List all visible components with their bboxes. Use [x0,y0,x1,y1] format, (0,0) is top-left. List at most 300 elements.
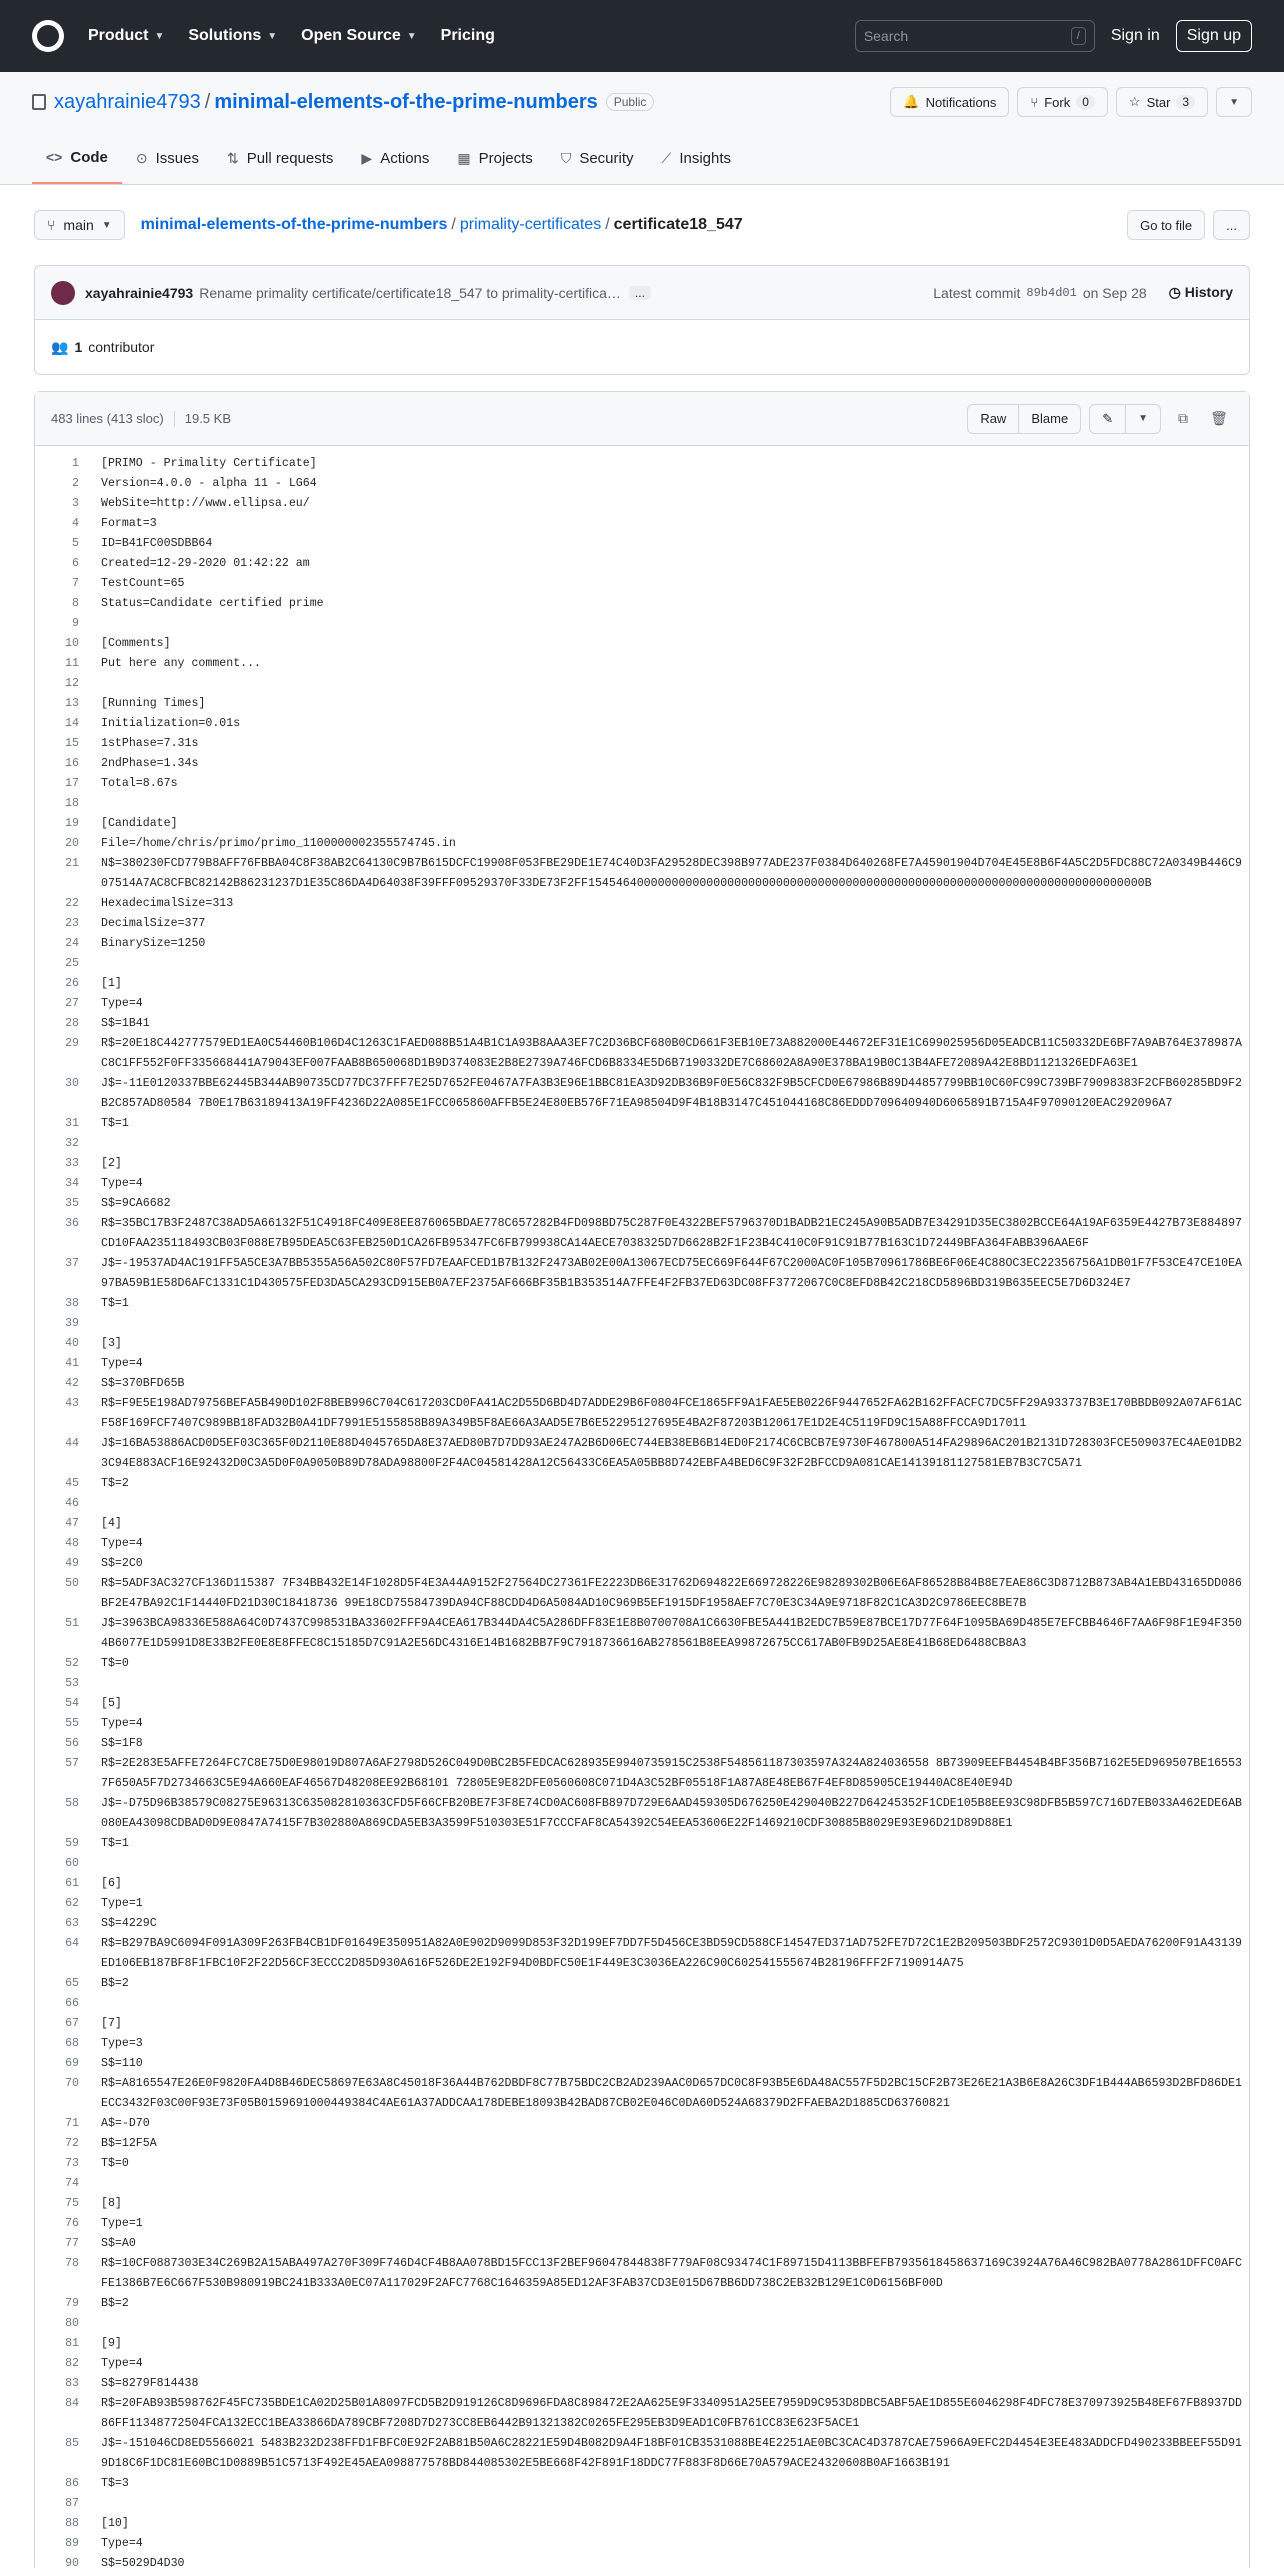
line-text: R$=20FAB93B598762F45FC735BDE1CA02D25B01A8097FCD5B2D919126C8D9696FDA8C898472E2AA625E9F3340951A25EE7959D9C953D8DBC5ABF5AE1D855E6046298F4DFC78E370973925B48EF67FB8937DD86FF11348772504FCA132ECC1BEA33866DA789CBF7208D7D273CC8EB6442B91321382C0265FE295EB3D9EAD1C0FB761CC83E623F5ACE1 [101,2397,1243,2430]
line-number[interactable]: 29 [65,1037,79,1050]
code-line [35,2354,1249,2374]
code-line [35,1914,1249,1934]
line-number[interactable]: 55 [65,1717,79,1730]
line-text: J$=-151046CD8ED5566021 5483B232D238FFD1FBFC0E92F2AB81B50A6C28221E59D4B082D9A4F18BF01CB3531088BE4E2251AE0BC3CAC4D3787CAE75966A9EFC2D4454E3EE483ADDCFD490233BBEEF55D919D18C6F1DC81E60BC1D0889B51C5713F492E45AEA098877578BD844085302E5BE668F42F891F18DDC77F883F8D66E70A579ACE24320608B0AF1663B191 [101,2437,1243,2470]
line-number[interactable]: 83 [65,2377,79,2390]
code-line [35,2254,1249,2294]
contributors-label: contributor [88,339,155,355]
chevron-down-icon: ▼ [267,30,278,42]
commit-author-link[interactable]: xayahrainie4793 [85,284,194,301]
line-number[interactable]: 41 [65,1357,79,1370]
line-text: T$=0 [101,1657,129,1670]
line-text: S$=8279F814438 [101,2377,199,2390]
line-number[interactable]: 85 [65,2437,79,2450]
branch-icon: ⑂ [47,217,56,233]
code-line [35,1754,1249,1794]
code-line [35,1074,1249,1114]
line-number[interactable]: 72 [65,2137,79,2150]
line-text: S$=370BFD65B [101,1377,185,1390]
sign-up-button[interactable]: Sign up [1176,20,1252,52]
tab-insights-label: Insights [679,149,732,167]
line-text: WebSite=http://www.ellipsa.eu/ [101,497,310,510]
code-line [35,934,1249,954]
code-line [35,1314,1249,1334]
line-text: T$=0 [101,2157,129,2170]
line-number[interactable]: 7 [72,577,79,590]
nav-pricing[interactable] [441,27,495,45]
code-line [35,2154,1249,2174]
code-line [35,2294,1249,2314]
line-number[interactable]: 69 [65,2057,79,2070]
tab-code-label: Code [70,148,108,166]
line-text: Status=Candidate certified prime [101,597,324,610]
repo-icon [32,94,46,110]
line-number[interactable]: 78 [65,2257,79,2270]
raw-button[interactable]: Raw [967,404,1019,434]
line-number[interactable]: 11 [65,657,79,670]
code-line [35,2374,1249,2394]
line-number[interactable]: 68 [65,2037,79,2050]
line-text: T$=1 [101,1297,129,1310]
commit-message-link[interactable]: Rename primality certificate/certificate18_547 to primality-certifica… [199,284,621,301]
line-number[interactable]: 14 [65,717,79,730]
code-line [35,1654,1249,1674]
line-number[interactable]: 15 [65,737,79,750]
line-text: [6] [101,1877,122,1890]
line-number[interactable]: 90 [65,2557,79,2568]
code-line [35,1514,1249,1534]
code-line [35,774,1249,794]
search-input[interactable] [855,20,1095,52]
code-line [35,1354,1249,1374]
blame-button[interactable]: Blame [1019,404,1081,434]
line-number[interactable]: 30 [65,1077,79,1090]
code-line [35,2134,1249,2154]
top-navbar [0,0,1284,72]
line-text: Put here any comment... [101,657,262,670]
code-line [35,574,1249,594]
line-text: T$=1 [101,1117,129,1130]
repo-name-link[interactable]: minimal-elements-of-the-prime-numbers [214,90,598,113]
code-line [35,2174,1249,2194]
line-number[interactable]: 57 [65,1757,79,1770]
trash-icon: 🗑 [1210,410,1228,426]
line-number[interactable]: 32 [65,1137,79,1150]
code-line [35,2494,1249,2514]
line-number[interactable]: 54 [65,1697,79,1710]
code-line [35,794,1249,814]
line-number[interactable]: 3 [72,497,79,510]
line-number[interactable]: 18 [65,797,79,810]
line-number[interactable]: 23 [65,917,79,930]
line-text: R$=B297BA9C6094F091A309F263FB4CB1DF01649E350951A82A0E902D9099D853F32D199EF7DD7F5D456CE3BD59CD588CF14547ED371AD752FE7D72C1E2B209503BDF2572C9301D0D5AEDA76200F91A43139ED106EB187BF8F1FBC10F2F22D56CF3ECCC2D85D930A616F526DE2E192F94D0BDFC50E1F449E3C3036EA226C90C602541555674B28196FFF2F7190914A75 [101,1937,1243,1970]
code-line [35,954,1249,974]
code-line [35,1794,1249,1834]
line-number[interactable]: 17 [65,777,79,790]
nav-open-source[interactable] [301,27,416,45]
line-number[interactable]: 81 [65,2337,79,2350]
line-number[interactable]: 67 [65,2017,79,2030]
line-number[interactable]: 16 [65,757,79,770]
line-text: [3] [101,1337,122,1350]
people-icon: 👥 [51,338,69,355]
star-label: Star [1146,94,1171,110]
sign-in-link[interactable]: Sign in [1110,27,1160,44]
breadcrumb-separator: / [451,216,456,233]
line-number[interactable]: 70 [65,2077,79,2090]
line-text: T$=3 [101,2477,129,2490]
line-text [93,2174,1243,2194]
line-number[interactable]: 58 [65,1797,79,1810]
chevron-down-icon: ▼ [154,30,165,42]
line-number[interactable]: 12 [65,677,79,690]
breadcrumb-file-name: certificate18_547 [613,216,743,233]
line-text: S$=1F8 [101,1737,143,1750]
tab-projects[interactable] [443,132,546,184]
breadcrumb-repo-link[interactable]: minimal-elements-of-the-prime-numbers [140,216,448,233]
line-number[interactable]: 28 [65,1017,79,1030]
line-number[interactable]: 65 [65,1977,79,1990]
search-placeholder: Search [863,28,909,44]
line-text: HexadecimalSize=313 [101,897,234,910]
star-count: 3 [1176,95,1195,109]
copy-icon: ⧉ [1178,410,1188,426]
code-line [35,1254,1249,1294]
code-line [35,854,1249,894]
line-text: Type=4 [101,2537,143,2550]
line-text: S$=9CA6682 [101,1197,171,1210]
line-text: J$=3963BCA98336E588A64C0D7437C998531BA33602FFF9A4CEA617B344DA4C5A286DFF83E1E8B0700708A1C6630FBE5A441B2EDC7B59E87BCE17D77F64F1095BA69D485E7EFCBB4646F7AA6F98F1E94F3504B6077E1D5991D8E33B2FE0E8E8FFEC8C15185D7C91A2E56DC4316E14B1682BB7F9C7918736616AB278561B8EEA99872675CC617AB0FB9D25AE8E41B68ED6488CB8A3 [101,1617,1243,1650]
line-number[interactable]: 71 [65,2117,79,2130]
line-number[interactable]: 45 [65,1477,79,1490]
history-link[interactable] [1169,284,1233,301]
code-line [35,634,1249,654]
code-line [35,1494,1249,1514]
line-text: [2] [101,1157,122,1170]
line-number[interactable]: 36 [65,1217,79,1230]
code-line [35,2514,1249,2534]
line-number[interactable]: 79 [65,2297,79,2310]
code-line [35,454,1249,474]
line-number[interactable]: 1 [72,457,79,470]
line-text: Type=1 [101,2217,143,2230]
table-icon: ▦ [457,149,471,166]
line-text: R$=20E18C442777579ED1EA0C54460B106D4C1263C1FAED088B51A4B1C1A93B8AAA3EF7C2D36BCF680B0CD661F3EB10E73A882000E44672EF31E1C699025956D05EADCB11C50332DE6BF7A9AB764E378987AC8C1FF552F0FF335668441A79043EF007FAAB8B650068D1B9D374083E2B8E2739A746FCD6B8334E5D6B7190332DE7C68602A8A90E378BA19B0C13B4AFE72089A42E8BD1121326EDFA63E1 [101,1037,1243,1070]
code-line [35,1874,1249,1894]
line-text: R$=F9E5E198AD79756BEFA5B490D102F8BEB996C704C617203CD0FA41AC2D55D6BD4D7ADDE29B6F0804FCE1865FF9A1FAE5EB0226F9447652FA62B162FFACFC7DC5FF29A933737B3E170BBDB092A07AF61ACF58F169FCF7407C989BB18FAD32B0A41DF7991E5155858B89A349B5F8AE66A3AAD5E7B6E52295127695E4BA2F87203B120617E1D2E4C5119FD9C15A88FFCCA9D17011 [101,1397,1243,1430]
fork-icon: ⑂ [1030,94,1039,110]
tab-code[interactable] [32,132,122,184]
code-line [35,654,1249,674]
line-text: S$=A0 [101,2237,136,2250]
line-number[interactable]: 43 [65,1397,79,1410]
line-number[interactable]: 31 [65,1117,79,1130]
line-text: DecimalSize=377 [101,917,206,930]
line-number[interactable]: 89 [65,2537,79,2550]
line-number[interactable]: 22 [65,897,79,910]
edit-file-button[interactable] [1089,404,1126,434]
line-text: Type=4 [101,2357,143,2370]
avatar[interactable] [51,281,75,305]
code-line [35,2554,1249,2568]
code-line [35,2234,1249,2254]
line-number[interactable]: 50 [65,1577,79,1590]
repo-path-separator: / [204,90,211,113]
line-number[interactable]: 82 [65,2357,79,2370]
line-text [93,794,1243,814]
line-number[interactable]: 73 [65,2157,79,2170]
tab-issues-label: Issues [155,149,199,167]
delete-file-button[interactable] [1205,405,1233,433]
line-number[interactable]: 20 [65,837,79,850]
latest-commit-label: Latest commit [933,284,1021,301]
line-text: Type=4 [101,1537,143,1550]
code-line [35,1394,1249,1434]
commit-sha-link[interactable]: 89b4d01 [1026,285,1077,300]
code-line [35,1554,1249,1574]
line-number[interactable]: 24 [65,937,79,950]
line-number[interactable]: 74 [65,2177,79,2190]
line-number[interactable]: 21 [65,857,79,870]
tab-projects-label: Projects [478,149,533,167]
line-text [93,954,1243,974]
chevron-down-icon: ▼ [1138,413,1148,424]
code-line [35,2054,1249,2074]
line-text: R$=35BC17B3F2487C38AD5A66132F51C4918FC409E8EE876065BDAE778C657282B4FD098BD75C287F0E4322BEF5796370D1BADB21EC245A90B5ADB7E34291D35EC3802BCCE64A19AF6359E4427B73E884897CD10FAA235118493CB03F088E7B95DEA5C63FEB250D1CA26FB95347FC6FB799938CA14AECE7038325D7D6628B2F1F23B4C410C0F91C91B77B163C1D72449BFA364FABB396AAE6F [101,1217,1243,1250]
code-line [35,714,1249,734]
line-text: R$=A8165547E26E0F9820FA4D8B46DEC58697E63A8C45018F36A44B762DBDF8C77B75BDC2CB2AD239AAC0D657DC0C8F93B5E6DA48AC557F5D2BC15CF2B73E26E21A3B6E8A26C3DF1B444AB6593D2BFD86DE1ECC3432F03C00F93E73F05B0159691000449384C4AE61A37ADDCAA178DEBE18093B42BAD87CB02E046C0DA60D524A68379D2FFAEBA2D1885CD63760821 [101,2077,1243,2110]
line-text: [Running Times] [101,697,206,710]
line-number[interactable]: 13 [65,697,79,710]
code-line [35,1014,1249,1034]
line-text: Type=4 [101,997,143,1010]
line-text: B$=12F5A [101,2137,157,2150]
tab-security[interactable] [547,132,648,184]
line-number[interactable]: 46 [65,1497,79,1510]
line-number[interactable]: 86 [65,2477,79,2490]
line-text: [Candidate] [101,817,178,830]
line-number[interactable]: 6 [72,557,79,570]
code-line [35,1134,1249,1154]
line-number[interactable]: 38 [65,1297,79,1310]
nav-open-source-label: Open Source [301,27,401,44]
fork-button[interactable] [1017,87,1108,117]
shield-icon: ⛉ [560,149,572,166]
contributors-count: 1 [74,339,83,355]
line-number[interactable]: 39 [65,1317,79,1330]
fork-count: 0 [1076,95,1095,109]
line-number[interactable]: 52 [65,1657,79,1670]
line-number[interactable]: 8 [72,597,79,610]
code-line [35,2194,1249,2214]
line-text: ID=B41FC00SDBB64 [101,537,213,550]
tab-actions[interactable] [347,132,443,184]
line-number[interactable]: 76 [65,2217,79,2230]
tab-issues[interactable] [122,132,213,184]
repo-owner-link[interactable]: xayahrainie4793 [54,90,201,113]
edit-dropdown-button[interactable] [1126,404,1161,434]
chevron-down-icon: ▼ [406,30,417,42]
line-number[interactable]: 64 [65,1937,79,1950]
more-options-button[interactable]: ... [1213,210,1250,240]
code-line [35,1034,1249,1074]
fork-label: Fork [1044,94,1071,110]
tab-insights[interactable] [648,132,746,184]
line-text [93,2314,1243,2334]
code-icon: <> [46,149,63,165]
line-text [93,614,1243,634]
nav-product[interactable] [88,27,164,45]
line-number[interactable]: 33 [65,1157,79,1170]
code-line [35,994,1249,1014]
line-text: T$=2 [101,1477,129,1490]
line-text: S$=1B41 [101,1017,150,1030]
line-text: [Comments] [101,637,171,650]
nav-solutions-label: Solutions [188,27,262,44]
line-text: [9] [101,2337,122,2350]
line-text: 2ndPhase=1.34s [101,757,199,770]
nav-pricing-label: Pricing [440,27,495,44]
file-line-count: 483 lines (413 sloc) [51,411,164,426]
contributors-row[interactable] [35,320,1249,374]
code-line [35,1834,1249,1854]
code-line [35,1194,1249,1214]
line-number[interactable]: 77 [65,2237,79,2250]
code-line [35,2114,1249,2134]
line-number[interactable]: 42 [65,1377,79,1390]
line-number[interactable]: 48 [65,1537,79,1550]
github-logo-icon[interactable] [32,20,64,52]
line-number[interactable]: 75 [65,2197,79,2210]
line-number[interactable]: 60 [65,1857,79,1870]
line-number[interactable]: 53 [65,1677,79,1690]
line-text: A$=-D70 [101,2117,150,2130]
line-text [93,1994,1243,2014]
line-text: N$=380230FCD779B8AFF76FBBA04C8F38AB2C64130C9B7B615DCFC19908F053FBE29DE1E74C40D3FA29528DEC398B977ADE237F0384D640268FE7A45901904D704E45E8B6F4A5C2D5FDC88C72A0349B446C907514A7AC8CFBC82142B86231237D1E35C86DA4D64038F39FFF09529370F33DE73F2FF15454640000000000000000000000000000000000000000000000000000000000000000000000000B [101,857,1243,890]
line-number[interactable]: 62 [65,1897,79,1910]
line-number[interactable]: 35 [65,1197,79,1210]
code-line [35,1974,1249,1994]
code-line [35,914,1249,934]
line-number[interactable]: 56 [65,1737,79,1750]
line-text: Created=12-29-2020 01:42:22 am [101,557,310,570]
line-text [93,1494,1243,1514]
code-line [35,2314,1249,2334]
line-number[interactable]: 5 [72,537,79,550]
line-number[interactable]: 26 [65,977,79,990]
copy-file-button[interactable] [1169,405,1197,433]
line-text: Total=8.67s [101,777,178,790]
nav-solutions[interactable] [188,27,277,45]
line-number[interactable]: 9 [72,617,79,630]
code-line [35,1694,1249,1714]
code-line [35,474,1249,494]
line-text: S$=5029D4D30 [101,2557,185,2568]
line-number[interactable]: 84 [65,2397,79,2410]
tab-pull-requests-label: Pull requests [246,149,334,167]
code-line [35,694,1249,714]
repo-header [0,72,1284,185]
line-number[interactable]: 4 [72,517,79,530]
line-number[interactable]: 61 [65,1877,79,1890]
line-number[interactable]: 44 [65,1437,79,1450]
line-number[interactable]: 19 [65,817,79,830]
notifications-button[interactable] [890,87,1009,117]
tab-security-label: Security [579,149,634,167]
code-line [35,1154,1249,1174]
pencil-icon: ✎ [1102,410,1114,426]
breadcrumb-folder-link[interactable]: primality-certificates [459,216,602,233]
line-number[interactable]: 25 [65,957,79,970]
code-line [35,1434,1249,1474]
expand-commit-message-button[interactable]: ... [629,286,651,300]
code-line [35,1334,1249,1354]
code-line [35,734,1249,754]
line-number[interactable]: 34 [65,1177,79,1190]
line-number[interactable]: 59 [65,1837,79,1850]
line-text: BinarySize=1250 [101,937,206,950]
line-text: File=/home/chris/primo/primo_1100000002355574745.in [101,837,456,850]
code-line [35,1934,1249,1974]
line-number[interactable]: 2 [72,477,79,490]
line-text: [4] [101,1517,122,1530]
line-text: T$=1 [101,1837,129,1850]
chevron-down-icon: ▼ [101,219,112,231]
line-number[interactable]: 66 [65,1997,79,2010]
code-line [35,2034,1249,2054]
line-text [93,1134,1243,1154]
go-to-file-button[interactable]: Go to file [1127,210,1205,240]
star-dropdown-button[interactable] [1216,87,1252,117]
line-number[interactable]: 51 [65,1617,79,1630]
line-text: [5] [101,1697,122,1710]
line-number[interactable]: 47 [65,1517,79,1530]
line-text: Type=3 [101,2037,143,2050]
code-line [35,1894,1249,1914]
code-line [35,834,1249,854]
line-number[interactable]: 27 [65,997,79,1010]
code-line [35,1854,1249,1874]
code-line [35,1534,1249,1554]
line-number[interactable]: 40 [65,1337,79,1350]
repo-tabs [0,132,1284,184]
code-line [35,974,1249,994]
code-line [35,1734,1249,1754]
line-text: [8] [101,2197,122,2210]
branch-select-button[interactable] [34,210,125,240]
line-text: B$=2 [101,1977,129,1990]
line-number[interactable]: 49 [65,1557,79,1570]
tab-actions-label: Actions [380,149,430,167]
line-number[interactable]: 88 [65,2517,79,2530]
code-line [35,1294,1249,1314]
code-line [35,894,1249,914]
line-text [93,674,1243,694]
code-line [35,674,1249,694]
line-number[interactable]: 80 [65,2317,79,2330]
line-number[interactable]: 37 [65,1257,79,1270]
code-line [35,1614,1249,1654]
code-line [35,614,1249,634]
pull-request-icon: ⇅ [226,149,239,166]
tab-pull-requests[interactable] [213,132,347,184]
line-number[interactable]: 63 [65,1917,79,1930]
line-number[interactable]: 10 [65,637,79,650]
line-number[interactable]: 87 [65,2497,79,2510]
code-line [35,1374,1249,1394]
star-button[interactable] [1116,87,1208,117]
line-text: Type=1 [101,1897,143,1910]
